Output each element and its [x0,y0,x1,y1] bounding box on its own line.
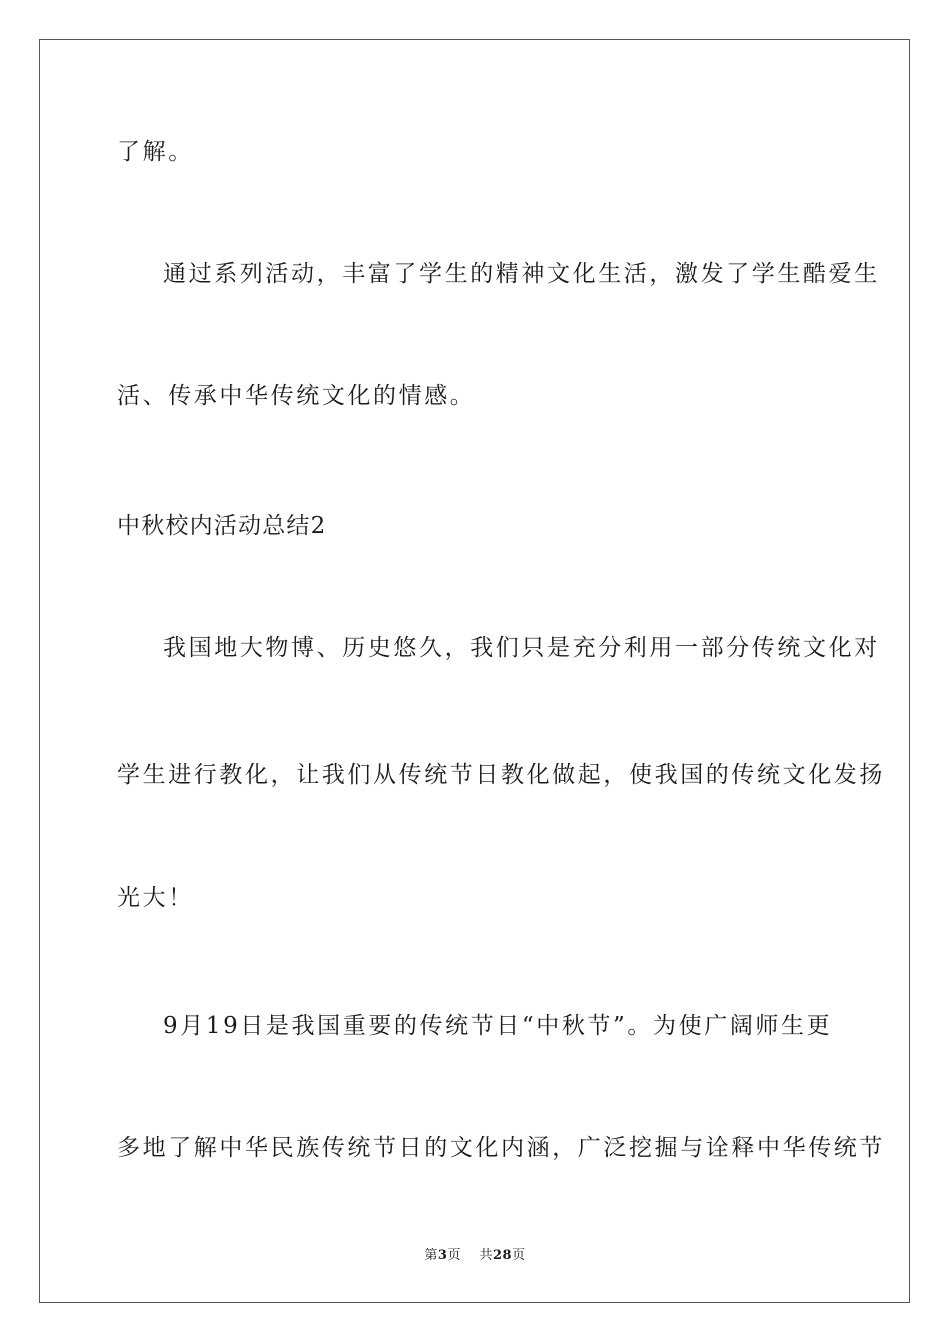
paragraph-line: 光大！ [117,885,194,911]
page-frame [39,39,910,1303]
paragraph-line: 9月19日是我国重要的传统节日“中秋节”。为使广阔师生更 [163,1013,833,1039]
paragraph-line: 通过系列活动，丰富了学生的精神文化生活，激发了学生酷爱生 [163,261,880,287]
total-suffix: 页 [512,1248,526,1263]
paragraph-line: 我国地大物博、历史悠久，我们只是充分利用一部分传统文化对 [163,635,880,661]
paragraph-line: 了解。 [117,139,194,165]
section-heading: 中秋校内活动总结2 [117,513,327,539]
paragraph-line: 学生进行教化，让我们从传统节日教化做起，使我国的传统文化发扬 [117,762,885,788]
paragraph-line: 活、传承中华传统文化的情感。 [117,383,476,409]
paragraph-line: 多地了解中华民族传统节日的文化内涵，广泛挖掘与诠释中华传统节 [117,1135,885,1161]
page-footer [0,1247,950,1265]
page-number: 3 [437,1248,448,1263]
total-prefix: 共 [479,1248,493,1263]
page-suffix: 页 [447,1248,461,1263]
page-prefix: 第 [424,1248,438,1263]
total-pages: 28 [493,1248,513,1263]
